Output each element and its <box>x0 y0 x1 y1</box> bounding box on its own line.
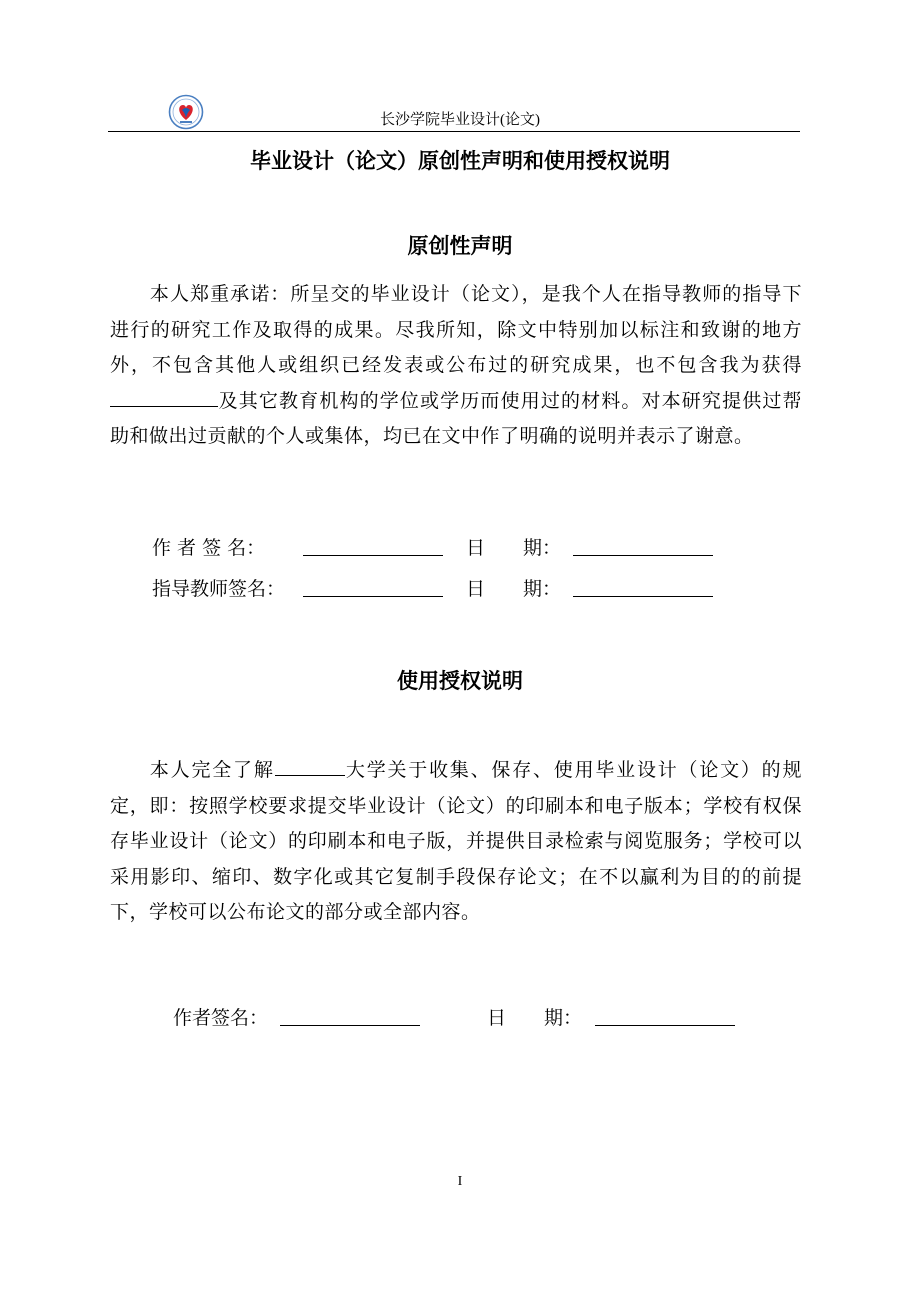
authorization-signature-row <box>0 1003 920 1033</box>
advisor-sign-line <box>303 596 443 597</box>
authorization-date-label: 日 期： <box>487 1007 583 1029</box>
originality-section-title: 原创性声明 <box>407 234 513 258</box>
authorization-paragraph <box>110 753 802 931</box>
author-sign-label: 作 者 签 名： <box>152 537 266 559</box>
header-rule <box>108 131 800 132</box>
authorization-author-sign-label: 作者签名： <box>173 1007 269 1029</box>
advisor-sign-label: 指导教师签名： <box>152 578 286 600</box>
university-blank <box>275 774 345 776</box>
originality-paragraph <box>110 277 802 455</box>
document-title: 毕业设计（论文）原创性声明和使用授权说明 <box>250 149 670 173</box>
page-number: I <box>457 1174 463 1189</box>
degree-blank <box>110 405 218 407</box>
authorization-date-line <box>595 1025 735 1026</box>
date-label-1: 日 期： <box>466 537 562 559</box>
authorization-section-title: 使用授权说明 <box>397 669 523 693</box>
date-line-2 <box>573 596 713 597</box>
authorization-author-sign-line <box>280 1025 420 1026</box>
originality-text-part1: 本人郑重承诺：所呈交的毕业设计（论文），是我个人在指导教师的指导下进行的研究工作及取得的成果。尽我所知，除文中特别加以标注和致谢的地方外，不包含其他人或组织已经发表或公布过的研究成果，也不包含我为获得 <box>110 283 802 376</box>
running-header: 长沙学院毕业设计(论文) <box>380 112 540 128</box>
school-emblem-icon <box>168 94 204 130</box>
author-sign-line <box>303 555 443 556</box>
date-line-1 <box>573 555 713 556</box>
authorization-text-part2: 大学关于收集、保存、使用毕业设计（论文）的规定，即：按照学校要求提交毕业设计（论文）的印刷本和电子版本；学校有权保存毕业设计（论文）的印刷本和电子版，并提供目录检索与阅览服务；学校可以采用影印、缩印、数字化或其它复制手段保存论文；在不以赢利为目的的前提下，学校可以公布论文的部分或全部内容。 <box>110 759 802 923</box>
author-signature-row <box>0 533 920 563</box>
date-label-2: 日 期： <box>466 578 562 600</box>
authorization-text-part1: 本人完全了解 <box>149 759 275 781</box>
advisor-signature-row <box>0 574 920 604</box>
originality-text-part2: 及其它教育机构的学位或学历而使用过的材料。对本研究提供过帮助和做出过贡献的个人或集体，均已在文中作了明确的说明并表示了谢意。 <box>110 389 802 447</box>
